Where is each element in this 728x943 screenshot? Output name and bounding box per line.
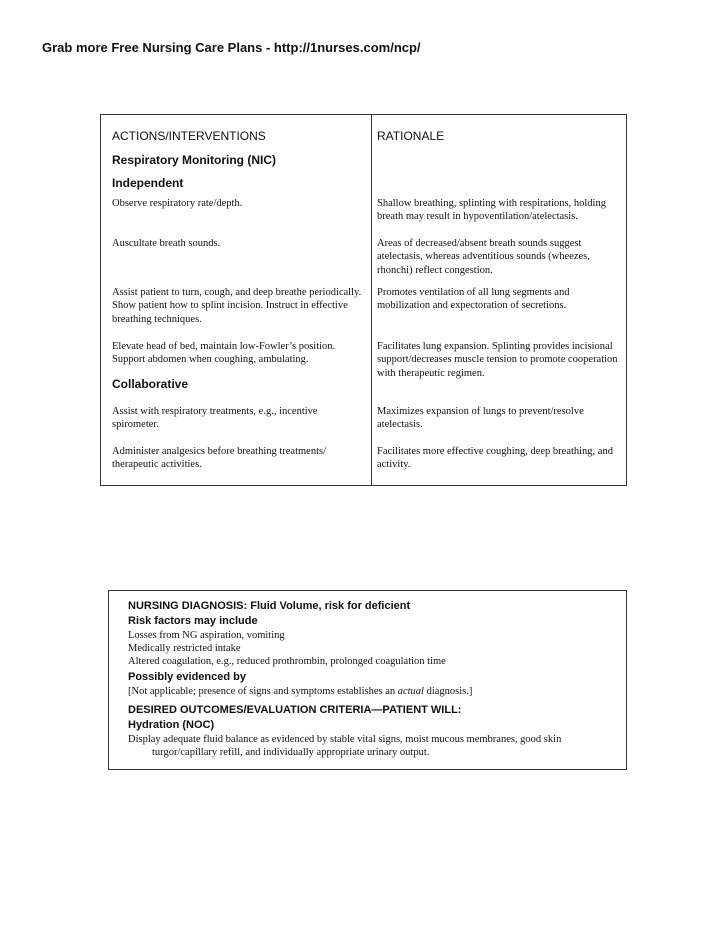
action-cell: Observe respiratory rate/depth. xyxy=(112,198,243,209)
page-header: Grab more Free Nursing Care Plans - http://1nurses.com/ncp/ xyxy=(42,40,421,55)
action-cell: Auscultate breath sounds. xyxy=(112,238,221,249)
rationale-column-header: RATIONALE xyxy=(377,129,445,143)
rationale-cell: Maximizes expansion of lungs to prevent/resolve atelectasis. xyxy=(377,406,584,431)
outcomes-heading: DESIRED OUTCOMES/EVALUATION CRITERIA—PATIENT WILL: xyxy=(128,704,462,716)
evidence-heading: Possibly evidenced by xyxy=(128,671,246,683)
rationale-cell: Promotes ventilation of all lung segments and mobilization and expectoration of secretions. xyxy=(377,287,570,312)
evidence-text xyxy=(128,685,623,698)
action-cell: Administer analgesics before breathing treatments/ therapeutic activities. xyxy=(112,446,327,471)
risk-factor-item: Losses from NG aspiration, vomiting xyxy=(128,630,285,641)
action-cell: Assist patient to turn, cough, and deep breathe periodically. Show patient how to splint incision. Instruct in effective breathing techniques. xyxy=(112,287,362,325)
rationale-cell: Shallow breathing, splinting with respirations, holding breath may result in hypoventilation/atelectasis. xyxy=(377,198,606,223)
evidence-text-end: diagnosis.] xyxy=(423,686,473,697)
risk-factor-item: Altered coagulation, e.g., reduced prothrombin, prolonged coagulation time xyxy=(128,656,446,667)
outcome-text-continued: turgor/capillary refill, and individually appropriate urinary output. xyxy=(152,747,430,758)
independent-heading: Independent xyxy=(112,176,184,190)
risk-factors-heading: Risk factors may include xyxy=(128,615,258,627)
evidence-text-start: [Not applicable; presence of signs and symptoms establishes an xyxy=(128,686,398,697)
collaborative-heading: Collaborative xyxy=(112,377,189,391)
risk-factor-item: Medically restricted intake xyxy=(128,643,241,654)
interventions-table xyxy=(100,114,627,486)
actions-column-header: ACTIONS/INTERVENTIONS xyxy=(112,129,266,143)
diagnosis-title: NURSING DIAGNOSIS: Fluid Volume, risk for deficient xyxy=(128,600,411,612)
outcome-text: Display adequate fluid balance as evidenced by stable vital signs, moist mucous membranes, good skin xyxy=(128,734,562,745)
rationale-cell: Areas of decreased/absent breath sounds suggest atelectasis, whereas adventitious sounds (wheezes, rhonchi) reflect congestion. xyxy=(377,238,590,276)
evidence-emphasis: actual xyxy=(397,686,424,697)
action-cell: Assist with respiratory treatments, e.g., incentive spirometer. xyxy=(112,406,318,431)
action-cell: Elevate head of bed, maintain low-Fowler’s position. Support abdomen when coughing, ambulating. xyxy=(112,341,336,366)
section-heading: Respiratory Monitoring (NIC) xyxy=(112,153,276,167)
hydration-noc-heading: Hydration (NOC) xyxy=(128,719,215,731)
nursing-diagnosis-box xyxy=(108,590,627,770)
column-divider xyxy=(371,115,372,485)
rationale-cell: Facilitates more effective coughing, deep breathing, and activity. xyxy=(377,446,613,471)
rationale-cell: Facilitates lung expansion. Splinting provides incisional support/decreases muscle tension to promote cooperation with therapeutic regimen. xyxy=(377,341,618,379)
